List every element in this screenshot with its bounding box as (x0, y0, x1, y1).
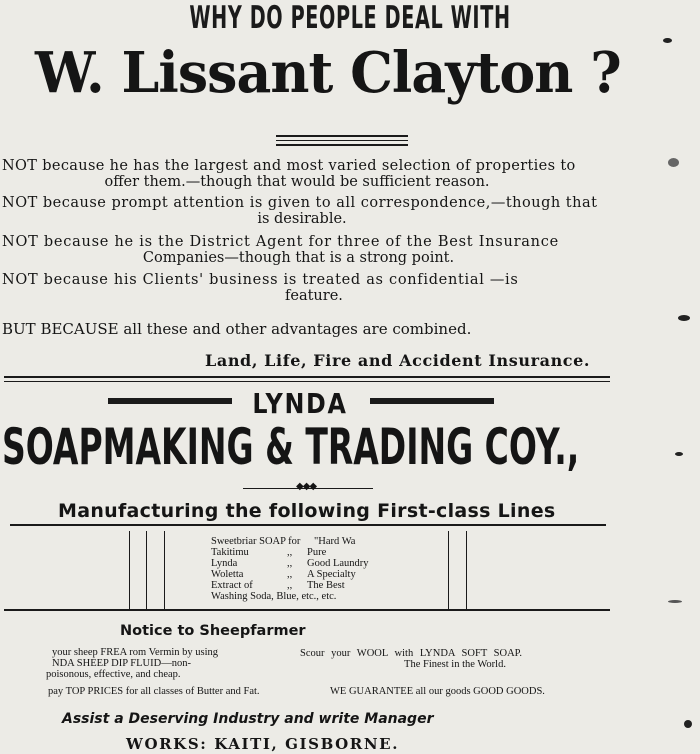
insurance-tagline: Land, Life, Fire and Accident Insurance. (205, 351, 591, 370)
double-rule (276, 135, 408, 137)
box-line (466, 531, 467, 610)
double-rule (276, 140, 408, 141)
scan-speck (684, 720, 692, 728)
product-list (211, 536, 441, 602)
assist-line: Assist a Deserving Industry and write Manager (62, 711, 434, 727)
scan-speck (668, 600, 682, 603)
sheep-dip-text: your sheep FREA rom Vermin by using NDA SHEEP DIP FLUID—non- poisonous, effective, and cheap. (46, 647, 219, 680)
box-line (164, 531, 165, 610)
box-line (129, 531, 130, 610)
box-line (146, 531, 147, 610)
notice-heading: Notice to Sheepfarmer (120, 623, 306, 639)
soft-soap-text: Scour your WOOL with LYNDA SOFT SOAP. The Finest in the World. (300, 648, 522, 670)
product-row: Lynda ,, Good Laundry (211, 558, 369, 569)
brand-name: LYNDA (252, 387, 348, 420)
product-row: Extract of ,, The Best (211, 580, 345, 591)
product-row: Woletta ,, A Specialty (211, 569, 356, 580)
top-prices-text: pay TOP PRICES for all classes of Butter and Fat. (48, 686, 260, 697)
brand-bar-right (370, 398, 494, 404)
box-top-rule (10, 524, 606, 526)
scan-speck (663, 38, 672, 43)
reason-3: NOT because he is the District Agent for three of the Best Insurance Companies—though that is a strong point. (2, 234, 559, 266)
double-rule (276, 144, 408, 146)
guarantee-text: WE GUARANTEE all our goods GOOD GOODS. (330, 686, 545, 697)
separator-rule (4, 381, 610, 382)
scan-speck (678, 315, 690, 321)
product-row: Sweetbriar SOAP for "Hard Wa (211, 536, 356, 547)
subheading: Manufacturing the following First-class Lines (58, 500, 556, 522)
box-bottom-rule (4, 609, 610, 611)
product-row: Takitimu ,, Pure (211, 547, 327, 558)
company-name: SOAPMAKING & TRADING COY., (2, 418, 580, 476)
works-address: WORKS: KAITI, GISBORNE. (126, 735, 400, 753)
reason-2: NOT because prompt attention is given to all correspondence,—though that is desirable. (2, 195, 598, 227)
reason-1: NOT because he has the largest and most varied selection of properties to offer them.—though that would be sufficient reason. (2, 158, 576, 190)
conclusion: BUT BECAUSE all these and other advantages are combined. (2, 320, 472, 338)
reason-4: NOT because his Clients' business is treated as confidential —is feature. (2, 272, 519, 304)
scan-speck (675, 452, 683, 456)
headline: WHY DO PEOPLE DEAL WITH (189, 0, 511, 36)
ornament-icon: ◆◆◆ (296, 481, 317, 492)
box-line (448, 531, 449, 610)
brand-bar-left (108, 398, 232, 404)
separator-rule (4, 376, 610, 378)
scan-speck (668, 158, 679, 167)
agent-name: W. Lissant Clayton ? (34, 40, 621, 106)
product-row: Washing Soda, Blue, etc., etc. (211, 591, 337, 602)
